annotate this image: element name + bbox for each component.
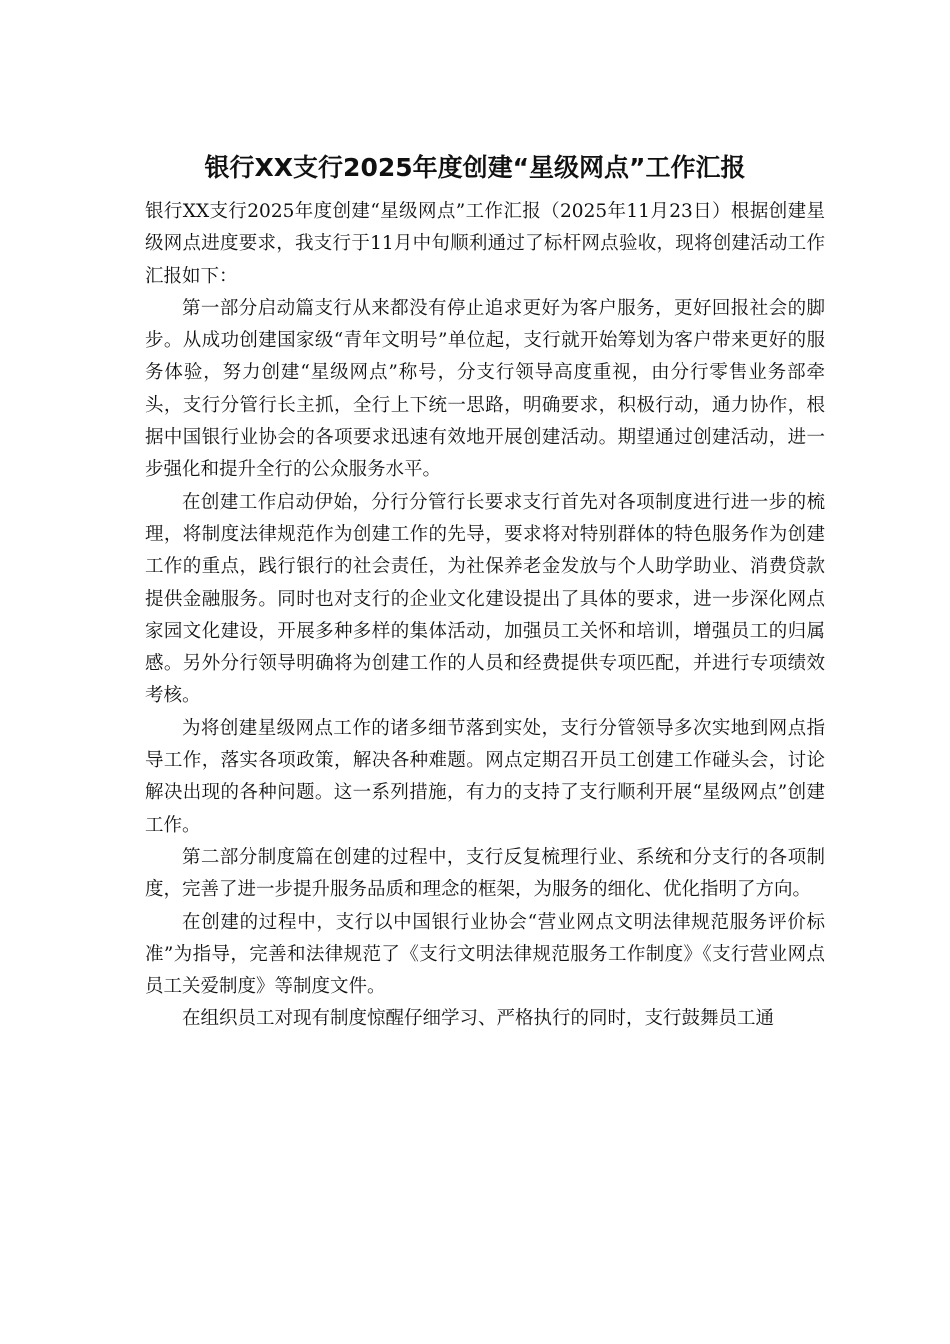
- paragraph-standards: 在创建的过程中，支行以中国银行业协会“营业网点文明法律规范服务评价标准”为指导，完善和法律规范了《支行文明法律规范服务工作制度》《支行营业网点员工关爱制度》等制度文件。: [145, 911, 825, 998]
- paragraph-intro: 银行XX支行2025年度创建“星级网点”工作汇报（2025年11月23日）根据创建星级网点进度要求，我支行于11月中旬顺利通过了标杆网点验收，现将创建活动工作汇报如下：: [145, 201, 825, 287]
- paragraph-training: 在组织员工对现有制度惊醒仔细学习、严格执行的同时，支行鼓舞员工通: [182, 1008, 775, 1030]
- document-body: [145, 196, 825, 1036]
- paragraph-part-two: 第二部分制度篇在创建的过程中，支行反复梳理行业、系统和分支行的各项制度，完善了进一步提升服务品质和理念的框架，为服务的细化、优化指明了方向。: [145, 846, 825, 901]
- paragraph-implementation: 为将创建星级网点工作的诸多细节落到实处，支行分管领导多次实地到网点指导工作，落实各项政策，解决各种难题。网点定期召开员工创建工作碰头会，讨论解决出现的各种问题。这一系列措施，有力的支持了支行顺利开展“星级网点”创建工作。: [145, 717, 825, 836]
- paragraph-part-one: 第一部分启动篇支行从来都没有停止追求更好为客户服务，更好回报社会的脚步。从成功创建国家级“青年文明号”单位起，支行就开始筹划为客户带来更好的服务体验，努力创建“星级网点”称号，分支行领导高度重视，由分行零售业务部牵头，支行分管行长主抓，全行上下统一思路，明确要求，积极行动，通力协作，根据中国银行业协会的各项要求迅速有效地开展创建活动。期望通过创建活动，进一步强化和提升全行的公众服务水平。: [145, 297, 825, 481]
- document-title: 银行XX支行2025年度创建“星级网点”工作汇报: [204, 153, 746, 182]
- paragraph-launch: 在创建工作启动伊始，分行分管行长要求支行首先对各项制度进行进一步的梳理，将制度法律规范作为创建工作的先导，要求将对特别群体的特色服务作为创建工作的重点，践行银行的社会责任，为社保养老金发放与个人助学助业、消费贷款提供金融服务。同时也对支行的企业文化建设提出了具体的要求，进一步深化网点家园文化建设，开展多种多样的集体活动，加强员工关怀和培训，增强员工的归属感。另外分行领导明确将为创建工作的人员和经费提供专项匹配，并进行专项绩效考核。: [145, 491, 825, 707]
